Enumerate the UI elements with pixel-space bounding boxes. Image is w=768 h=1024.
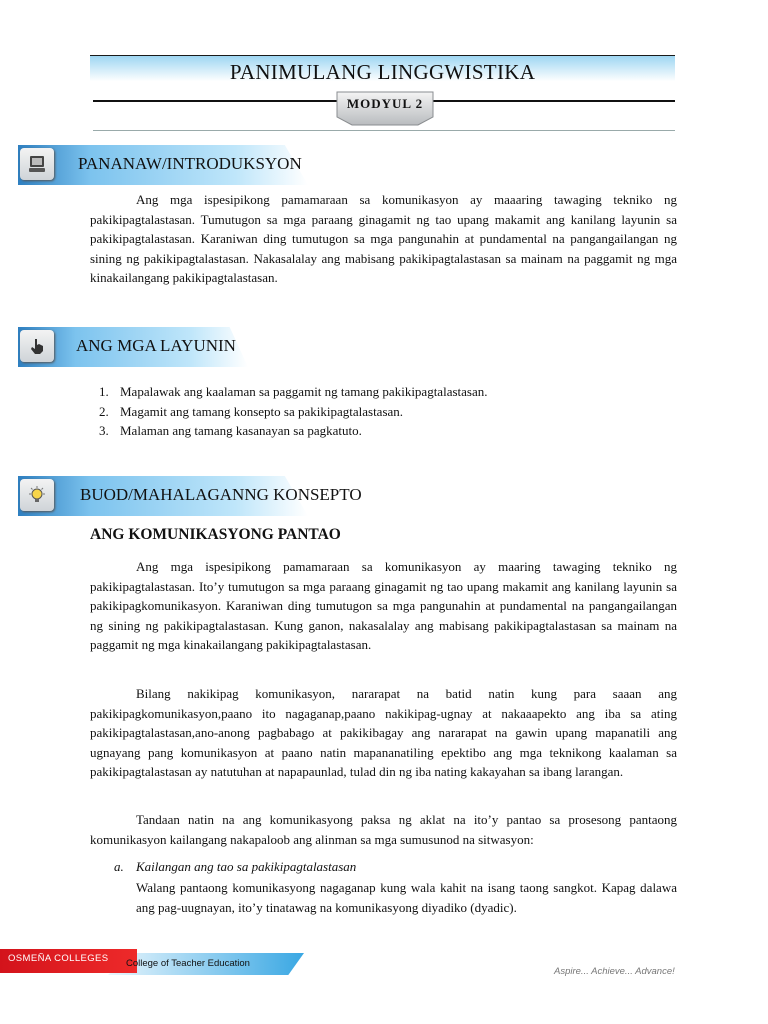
section-title-summary: BUOD/MAHALAGANNG KONSEPTO xyxy=(80,485,362,504)
intro-text: Ang mga ispesipikong pamamaraan sa komunikasyon ay maaaring tawaging tekniko ng pakikipagtalastasan. Tumutugon sa mga paraang ginagamit ng tao upang makamit ang kanilang layunin sa pakikipagtalastasan. Karaniwan ding tumutugon sa mga pangunahin at pundamental na pangangailangan ng sining ng pakikipagtalastasan. Nakasalalay ang mabisang pakikipagtalastasan sa mainam na paggamit ng mga kinakailangang pakikipagtalastasan. xyxy=(90,192,677,285)
list-item: 1. Mapalawak ang kaalaman sa paggamit ng tamang pakikipagtalastasan. xyxy=(112,382,672,402)
paragraph-text: Ang mga ispesipikong pamamaraan sa komunikasyon ay maaring tawaging tekniko ng pakikipagtalastasan. Ito’y tumutugon sa mga paraang ginagamit ng tao upang makamit ang kanilang layunin sa pakikipagkomunikasyon. Karaniwan ding tumutugon sa mga pangunahin at pundamental na pangangailangan ng sining ng pakikipagtalastasan. Kung ganon, nakasalalay ang mabisang pakikipagtalastasan sa mainam na paggamit ng mga kinakailangang pakikipagtalastasan. xyxy=(90,559,677,652)
summary-paragraph-3 xyxy=(90,810,677,849)
section-title-goals: ANG MGA LAYUNIN xyxy=(76,336,236,355)
summary-paragraph-1 xyxy=(90,557,677,655)
list-item: 3. Malaman ang tamang kasanayan sa pagkatuto. xyxy=(112,421,672,441)
section-header-intro xyxy=(18,145,318,185)
paragraph-text: Bilang nakikipag komunikasyon, nararapat na batid natin kung para saaan ang pakikipagkomunikasyon,paano ito nagaganap,paano nakikipag-ugnay at nakaaapekto ang iba sa ating pakikipagtalastasan,ano-anong pagbabago at pakikibagay ang nararapat na gawin upang mapanatili ang ugnayang pang komunikasyon at paano natin mapananatiling epektibo ang mga teknikong kaalaman sa pakikipagtalastasan ay natutuhan at napapaunlad, tulad din ng iba nating kakayahan sa ibang larangan. xyxy=(90,686,677,779)
section-header-goals xyxy=(18,327,258,367)
cursor-hand-icon xyxy=(20,330,54,362)
lightbulb-icon xyxy=(20,479,54,511)
section-title-intro: PANANAW/INTRODUKSYON xyxy=(78,154,302,173)
summary-paragraph-2 xyxy=(90,684,677,782)
computer-icon xyxy=(20,148,54,180)
section-header-summary xyxy=(18,476,362,516)
list-item: 2. Magamit ang tamang konsepto sa pakikipagtalastasan. xyxy=(112,402,672,422)
footer-school-name: OSMEÑA COLLEGES xyxy=(8,953,109,964)
paragraph-text: Tandaan natin na ang komunikasyong paksa ng aklat na ito’y pantao sa prosesong pantaong komunikasyon kailangang nakapaloob ang alinman sa mga sumusunod na sitwasyon: xyxy=(90,812,677,847)
footer-tagline: Aspire... Achieve... Advance! xyxy=(554,966,675,977)
module-title: PANIMULANG LINGGWISTIKA xyxy=(229,60,536,84)
goals-list xyxy=(90,382,672,441)
footer-college-name: College of Teacher Education xyxy=(126,958,250,969)
item-a-title: Kailangan ang tao sa pakikipagtalastasan xyxy=(136,859,357,874)
item-a-text: Walang pantaong komunikasyong nagaganap kung wala kahit na isang taong sangkot. Kapag dalawa ang pag-uugnayan, ito’y tinatawag na komunikasyong diyadiko (dyadic). xyxy=(136,880,677,915)
subheading: ANG KOMUNIKASYONG PANTAO xyxy=(90,526,341,543)
item-a-marker: a. xyxy=(114,859,124,874)
banner-rule-thin xyxy=(93,130,675,131)
modyul-label: MODYUL 2 xyxy=(346,96,424,111)
intro-paragraph xyxy=(90,190,677,288)
